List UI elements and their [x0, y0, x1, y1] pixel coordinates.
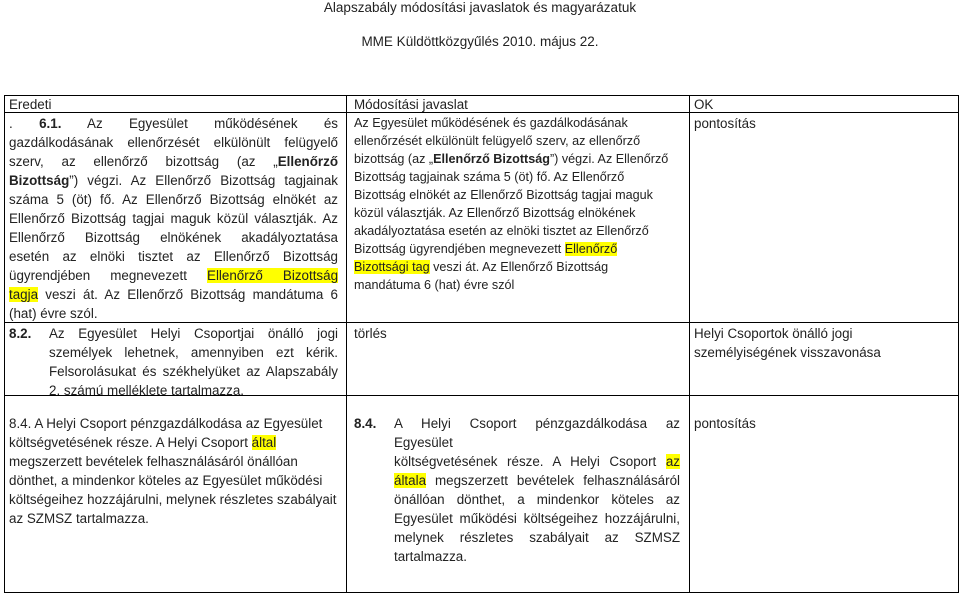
text-line: bizottság (az „Ellenőrző Bizottság”) végzi. Az Ellenőrző	[354, 152, 669, 166]
text-line: Az Egyesület működésének és gazdálkodásának	[354, 116, 628, 130]
emphasized-text: Ellenőrző Bizottság	[433, 152, 550, 166]
row1-original-text	[9, 114, 338, 323]
text-line: Bizottság”) végzi. Az Ellenőrző Bizottság tagjainak	[9, 173, 338, 188]
row3-proposal-text	[394, 414, 680, 566]
text-line: szerv, az ellenőrző bizottság (az „Ellenőrző	[9, 154, 338, 169]
text-line: költségvetésének része. A Helyi Csoport az	[394, 454, 680, 469]
row2-original-text	[49, 324, 338, 400]
text-line: Bizottság elnökét az Ellenőrző Bizottság tagjai maguk	[354, 188, 653, 202]
text-line: dönthet, a mindenkor köteles az Egyesület működési	[9, 473, 323, 488]
table-rule-col1	[346, 95, 347, 593]
text-line: Az Egyesület Helyi Csoportjai önálló jogi	[49, 326, 338, 341]
emphasized-text: Bizottság	[9, 173, 70, 188]
row3-section-number: 8.4.	[354, 416, 377, 431]
text-line: személyiségének visszavonása	[694, 345, 881, 360]
text-line: ellenőrzését elkülönült felügyelő szerv, az ellenőrző	[354, 134, 641, 148]
table-rule-top	[4, 95, 959, 96]
text-line: esetén az elnöki tisztet az Ellenőrző Bizottság	[9, 249, 338, 264]
text-line: Ellenőrző Bizottság elnökének akadályoztatása	[9, 230, 338, 245]
row2-section-number: 8.2.	[9, 326, 32, 341]
text-line: akadályoztatása esetén az elnöki tisztet az Ellenőrző	[354, 224, 649, 238]
text-line: A Helyi Csoport pénzgazdálkodása az Egyesület	[394, 416, 680, 450]
text-line: tartalmazza.	[394, 549, 467, 564]
text-line: Bizottság tagjainak száma 5 (öt) fő. Az Ellenőrző	[354, 170, 625, 184]
column-header-original: Eredeti	[9, 97, 52, 112]
text-line: költségeihez hozzájárulni, melynek részletes szabályait	[9, 492, 337, 507]
highlighted-text: az	[665, 454, 680, 469]
row3-original-text	[9, 414, 338, 528]
text-line: megszerzett bevételek felhasználásáról önállóan	[9, 454, 298, 469]
text-line: 2. számú melléklete tartalmazza.	[49, 383, 244, 398]
row2-proposal-text: törlés	[354, 326, 387, 341]
emphasized-text: Ellenőrző	[277, 154, 338, 169]
text-line: általa megszerzett bevételek felhasználásáról	[394, 473, 680, 488]
table-rule-header	[4, 112, 959, 113]
row3-ok-text: pontosítás	[694, 416, 756, 431]
text-line: tagja veszi át. Az Ellenőrző Bizottság mandátuma 6	[9, 287, 338, 302]
highlighted-text: által	[251, 435, 277, 450]
text-line: Helyi Csoportok önálló jogi	[694, 326, 853, 341]
text-line: . 6.1. Az Egyesület működésének és	[9, 116, 338, 131]
text-line: száma 5 (öt) fő. Az Ellenőrző Bizottság elnökét az	[9, 192, 338, 207]
table-rule-col2	[689, 95, 690, 593]
text-line: Felsorolásukat és székhelyüket az Alapszabály	[49, 364, 338, 379]
text-line: (hat) évre szól.	[9, 306, 98, 321]
text-line: Egyesület működési költségeihez hozzájárulni,	[394, 511, 680, 526]
row2-ok-text	[694, 324, 881, 362]
row1-proposal-text	[354, 114, 684, 294]
text-line: Bizottsági tag veszi át. Az Ellenőrző Bizottság	[354, 260, 609, 274]
text-line: személyek lehetnek, amennyiben ezt kérik.	[49, 345, 338, 360]
column-header-proposal: Módosítási javaslat	[354, 97, 468, 112]
emphasized-text: 6.1.	[39, 116, 62, 131]
column-header-ok: OK	[694, 97, 714, 112]
table-rule-bottom	[4, 592, 959, 593]
highlighted-text: általa	[394, 473, 427, 488]
highlighted-text: tagja	[9, 287, 39, 302]
text-line: 8.4. A Helyi Csoport pénzgazdálkodása az Egyesület	[9, 416, 323, 431]
text-line: költségvetésének része. A Helyi Csoport által	[9, 435, 277, 450]
text-line: mandátuma 6 (hat) évre szól	[354, 278, 515, 292]
table-rule-right	[958, 95, 959, 593]
highlighted-text: Ellenőrző	[564, 242, 618, 256]
text-line: gazdálkodásának ellenőrzését elkülönült felügyelő	[9, 135, 338, 150]
table-rule-left	[4, 95, 5, 593]
text-line: ügyrendjében megnevezett Ellenőrző Bizottság	[9, 268, 339, 283]
document-subtitle: MME Küldöttközgyűlés 2010. május 22.	[361, 34, 599, 49]
text-line: közül választják. Az Ellenőrző Bizottság elnökének	[354, 206, 636, 220]
document-title: Alapszabály módosítási javaslatok és magyarázatuk	[323, 0, 637, 15]
highlighted-text: Ellenőrző Bizottság	[207, 268, 339, 283]
text-line: az SZMSZ tartalmazza.	[9, 511, 149, 526]
text-line: Ellenőrző Bizottság tagjai maguk közül választják. Az	[9, 211, 338, 226]
highlighted-text: Bizottsági tag	[354, 260, 430, 274]
text-line: önállóan dönthet, a mindenkor köteles az	[394, 492, 680, 507]
row1-ok-text: pontosítás	[694, 116, 756, 131]
text-line: melynek részletes szabályait az SZMSZ	[394, 530, 680, 545]
text-line: Bizottság ügyrendjében megnevezett Ellenőrző	[354, 242, 618, 256]
